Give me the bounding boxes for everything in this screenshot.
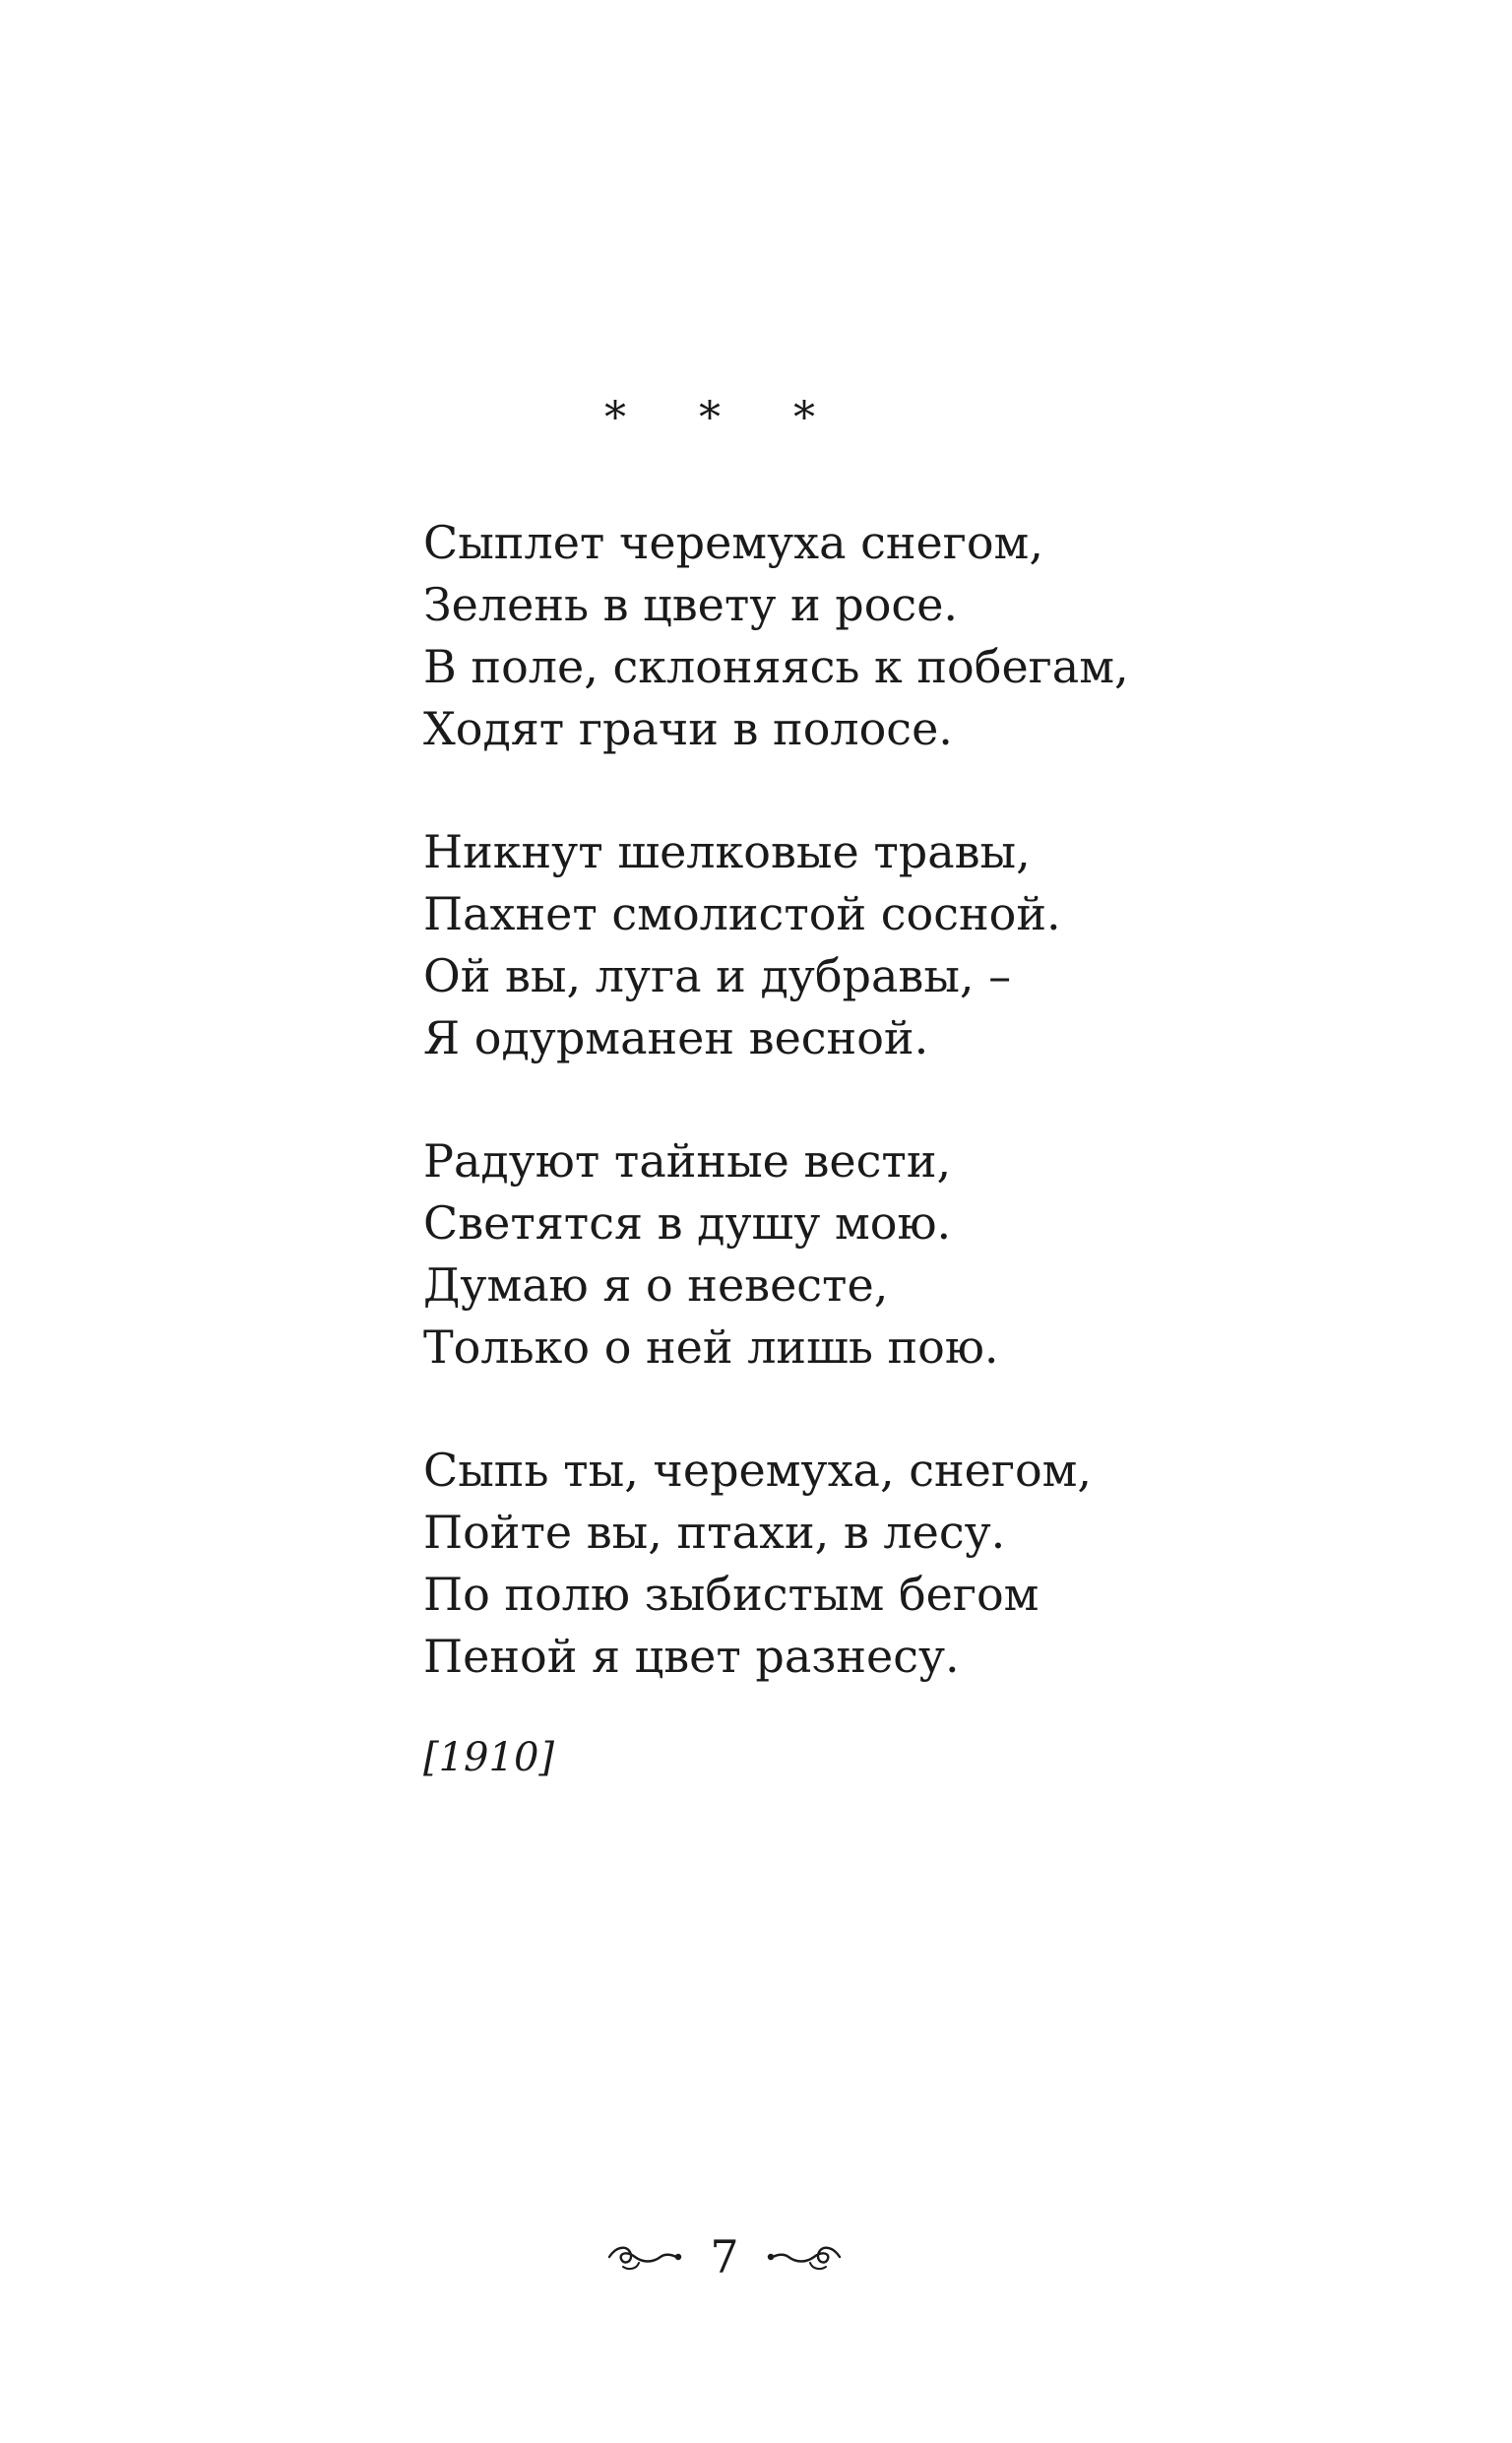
poem-line: Светятся в душу мою.: [423, 1196, 952, 1250]
poem-line: Ой вы, луга и дубравы, –: [423, 949, 1012, 1002]
poem-date: [1910]: [423, 1735, 555, 1780]
page-footer: [0, 2227, 1449, 2286]
poem-line: Никнут шелковые травы,: [423, 825, 1031, 878]
stanza: [423, 512, 1309, 760]
flourish-right-icon: [765, 2237, 844, 2277]
poem: [423, 512, 1309, 1749]
flourish-left-icon: [605, 2237, 684, 2277]
poem-line: Пойте вы, птахи, в лесу.: [423, 1506, 1006, 1559]
asterism: * * *: [604, 393, 845, 443]
poem-line: Только о ней лишь пою.: [423, 1320, 999, 1374]
poem-line: Думаю я о невесте,: [423, 1258, 889, 1312]
poem-line: Ходят грачи в полосе.: [423, 702, 953, 755]
poem-line: Зелень в цвету и росе.: [423, 578, 959, 631]
poem-line: Радуют тайные вести,: [423, 1134, 952, 1188]
poem-line: Сыпь ты, черемуха, снегом,: [423, 1444, 1093, 1497]
poem-line: Сыплет черемуха снегом,: [423, 516, 1043, 569]
stanza: [423, 1440, 1309, 1688]
stanza: [423, 1130, 1309, 1379]
stanza: [423, 821, 1309, 1069]
poem-line: Я одурманен весной.: [423, 1011, 929, 1064]
poem-line: Пеной я цвет разнесу.: [423, 1630, 960, 1683]
poem-line: В поле, склоняясь к побегам,: [423, 640, 1129, 693]
poem-line: Пахнет смолистой сосной.: [423, 887, 1061, 940]
page-number: 7: [710, 2230, 739, 2283]
poem-line: По полю зыбистым бегом: [423, 1568, 1040, 1621]
